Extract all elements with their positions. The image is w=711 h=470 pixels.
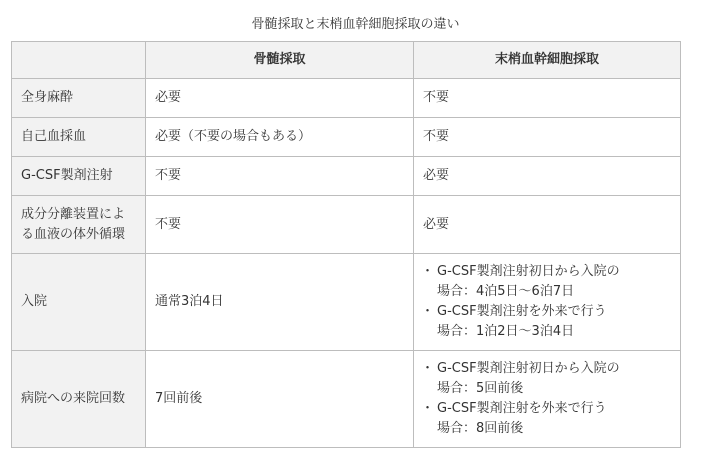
bone-marrow-cell: 必要（不要の場合もある） — [146, 118, 414, 157]
list-item-line: 場合：4泊5日～6泊7日 — [437, 284, 575, 299]
pbsc-cell: 必要 — [414, 196, 681, 254]
table-row — [12, 79, 681, 118]
list-item — [423, 302, 671, 342]
list-item-line: 場合：1泊2日～3泊4日 — [437, 324, 575, 339]
bone-marrow-cell: 必要 — [146, 79, 414, 118]
row-label: G-CSF製剤注射 — [12, 157, 146, 196]
table-caption: 骨髄採取と末梢血幹細胞採取の違い — [251, 17, 460, 32]
list-item-line: 場合：8回前後 — [437, 421, 524, 436]
list-item-line: G-CSF製剤注射を外来で行う — [437, 304, 607, 319]
bone-marrow-cell: 不要 — [146, 196, 414, 254]
list-item — [423, 399, 671, 439]
pbsc-cell: 必要 — [414, 157, 681, 196]
bone-marrow-cell: 7回前後 — [146, 351, 414, 448]
row-label: 病院への来院回数 — [12, 351, 146, 448]
comparison-table — [11, 41, 681, 448]
pbsc-cell: 不要 — [414, 79, 681, 118]
row-label: 全身麻酔 — [12, 79, 146, 118]
list-item-line: G-CSF製剤注射初日から入院の — [437, 361, 620, 376]
pbsc-cell — [414, 351, 681, 448]
bullet-list — [423, 359, 671, 439]
bullet-list — [423, 262, 671, 342]
list-item — [423, 262, 671, 302]
row-label: 成分分離装置による血液の体外循環 — [12, 196, 146, 254]
pbsc-cell: 不要 — [414, 118, 681, 157]
header-corner-cell — [12, 42, 146, 79]
table-row — [12, 157, 681, 196]
pbsc-cell — [414, 254, 681, 351]
list-item-line: G-CSF製剤注射初日から入院の — [437, 264, 620, 279]
list-item-line: G-CSF製剤注射を外来で行う — [437, 401, 607, 416]
bone-marrow-cell: 不要 — [146, 157, 414, 196]
table-row — [12, 196, 681, 254]
header-pbsc: 末梢血幹細胞採取 — [414, 42, 681, 79]
table-row — [12, 118, 681, 157]
row-label: 自己血採血 — [12, 118, 146, 157]
header-bone-marrow: 骨髄採取 — [146, 42, 414, 79]
table-row — [12, 254, 681, 351]
table-header-row — [12, 42, 681, 79]
bone-marrow-cell: 通常3泊4日 — [146, 254, 414, 351]
table-row — [12, 351, 681, 448]
list-item — [423, 359, 671, 399]
row-label: 入院 — [12, 254, 146, 351]
list-item-line: 場合：5回前後 — [437, 381, 524, 396]
